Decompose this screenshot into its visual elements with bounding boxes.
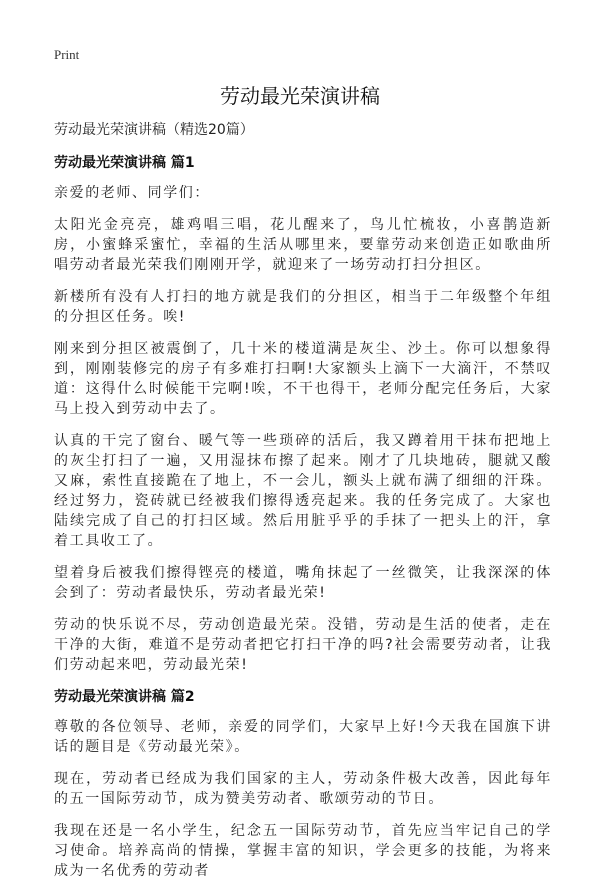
paragraph: 尊敬的各位领导、老师，亲爱的同学们，大家早上好!今天我在国旗下讲话的题目是《劳动最光荣》。 [54,719,552,755]
document-body [54,120,552,893]
section-heading: 劳动最光荣演讲稿 篇2 [54,689,195,705]
section-2 [54,687,552,881]
paragraph: 劳动的快乐说不尽，劳动创造最光荣。没错，劳动是生活的使者，走在干净的大街，难道不是劳动者把它打扫干净的吗?社会需要劳动者，让我们劳动起来吧，劳动最光荣! [54,617,552,673]
page-title: 劳动最光荣演讲稿 [220,84,380,108]
paragraph: 现在，劳动者已经成为我们国家的主人，劳动条件极大改善，因此每年的五一国际劳动节，成为赞美劳动者、歌颂劳动的节日。 [54,771,552,807]
paragraph: 认真的干完了窗台、暖气等一些琐碎的活后，我又蹲着用干抹布把地上的灰尘打扫了一遍，又用湿抹布擦了起来。刚才了几块地砖，腿就又酸又麻，索性直接跪在了地上，不一会儿，额头上就布满了细细的汗珠。经过努力，瓷砖就已经被我们擦得透亮起来。我的任务完成了。大家也陆续完成了自己的打扫区域。然后用脏乎乎的手抹了一把头上的汗，拿着工具收工了。 [54,433,552,549]
paragraph: 望着身后被我们擦得铿亮的楼道，嘴角抹起了一丝微笑，让我深深的体会到了：劳动者最快乐，劳动者最光荣! [54,565,552,601]
section-heading: 劳动最光荣演讲稿 篇1 [54,155,195,171]
paragraph: 我现在还是一名小学生，纪念五一国际劳动节，首先应当牢记自己的学习使命。培养高尚的情操，掌握丰富的知识，学会更多的技能，为将来成为一名优秀的劳动者 [54,823,552,879]
paragraph: 刚来到分担区被震倒了，几十米的楼道满是灰尘、沙土。你可以想象得到，刚刚装修完的房子有多难打扫啊!大家额头上滴下一大滴汗，不禁叹道：这得什么时候能干完啊!唉，不干也得干，老师分配完任务后，大家马上投入到劳动中去了。 [54,341,552,417]
section-1 [54,153,552,675]
paragraph: 新楼所有没有人打扫的地方就是我们的分担区，相当于二年级整个年组的分担区任务。唉! [54,289,552,325]
document-subtitle: 劳动最光荣演讲稿（精选20篇） [54,122,254,138]
paragraph: 太阳光金亮亮，雄鸡唱三唱，花儿醒来了，鸟儿忙梳妆，小喜鹊造新房，小蜜蜂采蜜忙，幸福的生活从哪里来，要靠劳动来创造正如歌曲所唱劳动者最光荣我们刚刚开学，就迎来了一场劳动打扫分担区。 [54,217,552,273]
paragraph: 亲爱的老师、同学们： [54,185,210,201]
print-link[interactable]: Print [54,47,80,62]
